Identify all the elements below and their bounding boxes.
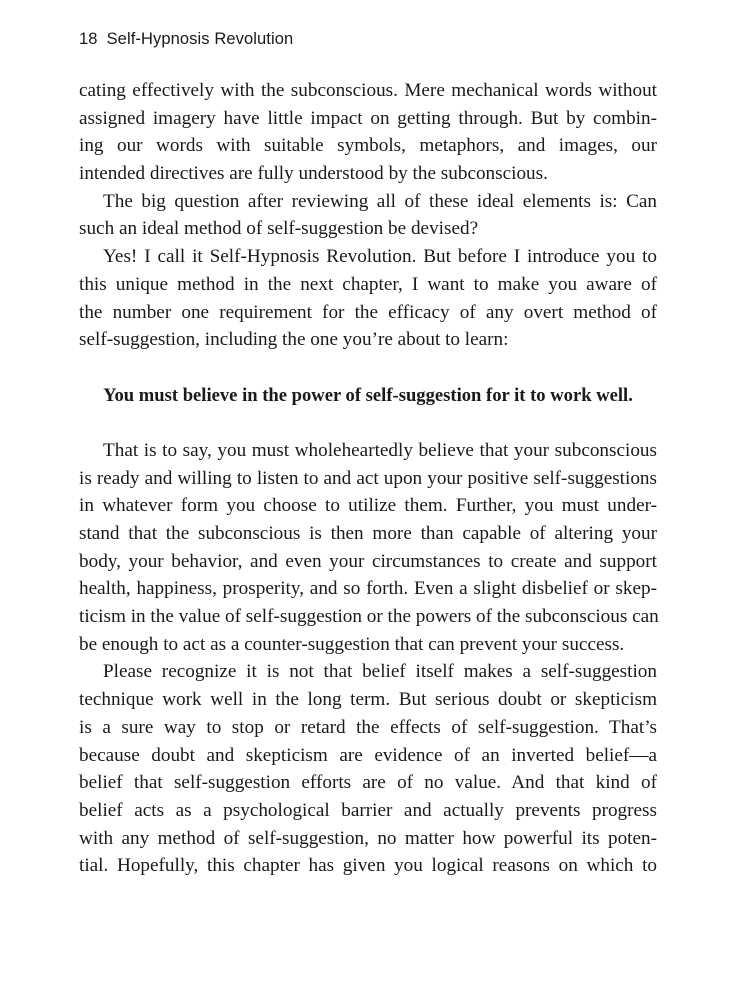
text-line: this unique method in the next chapter, I want to make you aware of: [79, 273, 657, 295]
spacer: [79, 409, 657, 437]
paragraph-recognize: [79, 658, 657, 880]
emphasis-statement: You must believe in the power of self-suggestion for it to work well.: [103, 384, 633, 406]
text-line: ing our words with suitable symbols, metaphors, and images, our: [79, 135, 657, 157]
book-title: Self-Hypnosis Revolution: [106, 30, 294, 48]
paragraph-wholehearted-belief: [79, 437, 657, 659]
text-line: assigned imagery have little impact on getting through. But by combin-: [79, 107, 657, 129]
text-line: Please recognize it is not that belief itself makes a self-suggestion: [103, 661, 657, 683]
text-line: That is to say, you must wholeheartedly believe that your subconscious: [103, 439, 657, 461]
text-line: is ready and willing to listen to and act upon your positive self-suggestions: [79, 467, 657, 489]
text-line: such an ideal method of self-suggestion be devised?: [79, 218, 479, 240]
text-line: Yes! I call it Self-Hypnosis Revolution. But before I introduce you to: [103, 246, 657, 268]
text-line: stand that the subconscious is then more than capable of altering your: [79, 523, 657, 544]
page-number: 18: [79, 30, 98, 48]
text-line: ticism in the value of self-suggestion or the powers of the subconscious can: [79, 606, 659, 628]
text-line: intended directives are fully understood by the subconscious.: [79, 163, 548, 185]
text-line: be enough to act as a counter-suggestion that can prevent your success.: [79, 633, 625, 655]
text-line: self-suggestion, including the one you’re about to learn:: [79, 329, 509, 351]
running-head: [79, 30, 293, 49]
text-line: tial. Hopefully, this chapter has given you logical reasons on which to: [79, 855, 657, 877]
text-line: in whatever form you choose to utilize them. Further, you must under-: [79, 495, 657, 517]
text-line: technique work well in the long term. But serious doubt or skepticism: [79, 689, 657, 711]
text-line: belief acts as a psychological barrier and actually prevents progress: [79, 799, 657, 821]
text-line: body, your behavior, and even your circumstances to create and support: [79, 550, 657, 572]
paragraph-yes: [79, 243, 657, 354]
text-line: cating effectively with the subconscious. Mere mechanical words without: [79, 80, 657, 101]
text-line: because doubt and skepticism are evidence of an inverted belief—a: [79, 744, 657, 766]
text-line: with any method of self-suggestion, no matter how powerful its poten-: [79, 827, 657, 849]
text-line: belief that self-suggestion efforts are of no value. And that kind of: [79, 772, 657, 794]
text-line: is a sure way to stop or retard the effects of self-suggestion. That’s: [79, 716, 657, 738]
text-line: the number one requirement for the efficacy of any overt method of: [79, 301, 657, 323]
text-line: health, happiness, prosperity, and so forth. Even a slight disbelief or skep-: [79, 578, 657, 600]
spacer: [79, 354, 657, 382]
body-text: [79, 77, 657, 880]
paragraph-big-question: [79, 188, 657, 243]
text-line: The big question after reviewing all of these ideal elements is: Can: [103, 190, 657, 212]
paragraph-continuation: [79, 77, 657, 188]
